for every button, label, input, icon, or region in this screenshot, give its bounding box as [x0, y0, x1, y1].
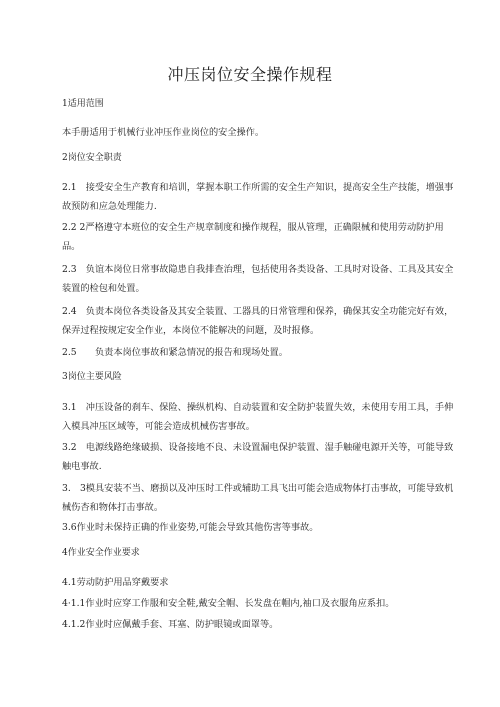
paragraph-4-1-2: 4.1.2作业时应佩戴手套、耳塞、防护眼镜或面罩等。: [62, 619, 279, 630]
paragraph-4-1-1: 4·1.1作业时应穿工作服和安全鞋,戴安全帽、长发盘在帽内,袖口及衣服角应系扣。: [62, 598, 395, 609]
section-heading-duties: 2岗位安全职责: [62, 153, 122, 163]
paragraph-3-3: 3. 3模具安装不当、磨损以及冲压时工件或辅助工具飞出可能会造成物体打击事故，可能导致机械伤杏和物体打击事故。: [62, 483, 454, 513]
section-heading-risks: 3岗位主要风险: [62, 372, 122, 382]
paragraph-2-4: 2.4 负责本岗位各类设备及其安全装置、工器具的日常管理和保养，确保其安全功能完好有效，保弄过程按规定安全作业，本岗位不能解决的问题，及时报修。: [62, 306, 454, 336]
paragraph-2-5: 2.5 负责本岗位事故和紧急情况的报告和现场处置。: [62, 347, 288, 358]
paragraph-2-1: 2.1 接受安全生产教育和培训，掌握本职工作所需的安全生产知识，提高安全生产技能，增强事故预防和应急处理能力.: [62, 182, 454, 212]
paragraph-4-1: 4.1劳动防护用品穿戴要求: [62, 577, 169, 588]
paragraph-3-6: 3.6作业时未保持正确的作业姿势,可能会导致其他伤害等事故。: [62, 522, 319, 533]
paragraph-scope: 本手册适用于机械行业冲压作业岗位的安全操作。: [62, 127, 265, 138]
paragraph-2-3: 2.3 负谊本岗位日常事故隐患自我排查治理，包括使用各类设备、工具时对设备、工具及其安全装置的检包和处置。: [62, 264, 454, 294]
paragraph-3-1: 3.1 冲压设备的刹车、保险、操纵机构、自动装置和安全防护装置失效，未使用专用工具，手伸入模具冲压区域等，可能会造成机械伤害事故。: [62, 402, 454, 432]
section-heading-requirements: 4作业安全作业要求: [62, 548, 140, 558]
section-heading-scope: 1适用范围: [62, 99, 104, 109]
paragraph-3-2: 3.2 电源线路绝缘破损、设备接地不良、未设置漏电保护装置、湿手触碰电源开关等，可能导致触电事故.: [62, 442, 454, 472]
document-title: 冲压岗位安全操作规程: [167, 65, 333, 84]
paragraph-2-2: 2.2 2严格遵守本班位的安全生产规章制度和操作规程，服从管理，正确限械和使用劳动防护用品。: [62, 222, 444, 252]
